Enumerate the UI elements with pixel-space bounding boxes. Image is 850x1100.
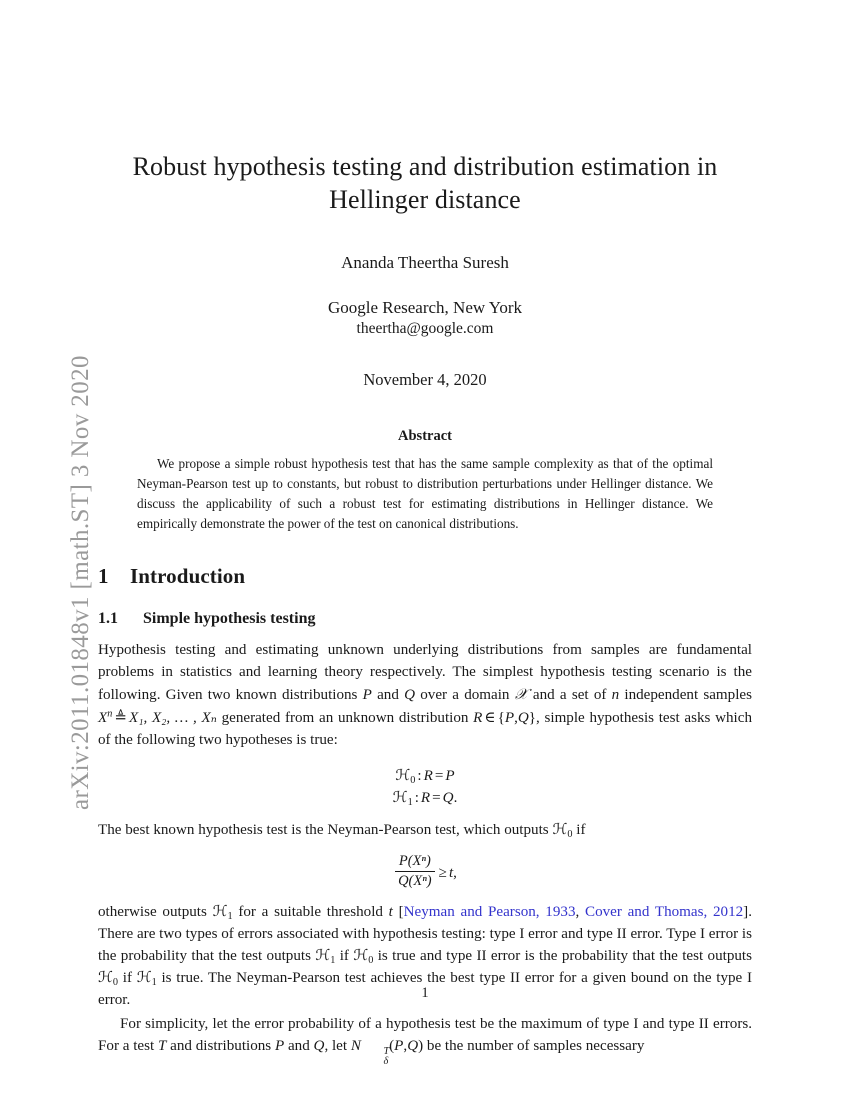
section-heading-introduction [98,564,752,589]
math-t-threshold-inline: t [388,903,393,920]
math-N-scripts: T δ [383,1045,390,1068]
math-comma-eq: , [453,864,457,881]
p3-text-h: is true. The Neyman-Pearson test achieves the best type II error for a given bound on the type I error. [98,969,752,1009]
p3-text-a: otherwise outputs [98,903,213,920]
p1-text-d: and a set of [527,687,612,704]
p4-text-b: and distributions [166,1038,275,1055]
section-number: 1 [98,564,109,589]
math-paren-open: ( [389,1038,395,1055]
subsection-heading-simple-hypothesis-testing [98,610,752,628]
citation-separator: , [575,903,585,920]
math-sample-list: X₁, X₂, … , Xₙ [129,709,217,726]
citation-cover-thomas-2012[interactable]: Cover and Thomas, 2012 [585,903,744,920]
math-R: R [473,709,483,726]
p3-text-c: [ [392,903,404,920]
math-script-H1-inline: ℋ$_1$ [212,903,233,922]
p4-text-e: be the number of samples necessary [423,1038,645,1055]
math-in: ∈ [484,709,496,726]
p4-text-c: and [284,1038,314,1055]
p1-text-e: independent samples [619,687,752,704]
math-R-alt: R [420,790,431,807]
p1-text-f: generated from an unknown distribution [216,709,474,726]
math-script-H0-type2: ℋ$_0$ [98,969,119,988]
math-X-superscript-n: $X^n$ [98,708,113,726]
math-P-null: P [445,767,455,784]
page-title: Robust hypothesis testing and distribution estimation in Hellinger distance [132,152,718,215]
p3-text-b: for a suitable threshold [232,903,389,920]
fraction-likelihood-ratio [395,853,435,890]
math-script-H0-type1: ℋ$_0$ [353,947,374,966]
arxiv-stamp-text: arXiv:2011.01848v1 [math.ST] 3 Nov 2020 [67,355,94,810]
p3-text-e: if [335,947,354,964]
paper-content [98,0,752,1068]
equation-hypothesis-alt [98,787,752,810]
math-period-alt: . [453,790,458,807]
math-P-dist: P [274,1038,285,1055]
paragraph-intro-1 [98,639,752,750]
math-test-T: T [157,1038,167,1055]
math-paren-close: ) [418,1038,424,1055]
equation-hypotheses [98,765,752,810]
author-affiliation: Google Research, New York [327,297,523,317]
publication-date: November 4, 2020 [363,370,487,390]
math-script-H1-type2: ℋ$_1$ [136,969,157,988]
math-P-arg: P [394,1038,404,1055]
page-number: 1 [421,985,429,1001]
math-equals-alt: = [432,790,441,807]
fraction-numerator: P(Xⁿ) [395,853,435,872]
p1-text-a: Hypothesis testing and estimating unknown underlying distributions from samples are fundamental problems in statistics and learning theory respectively. The simplest hypothesis testing scenario is the following. Given two known distributions [98,642,752,704]
abstract-text: We propose a simple robust hypothesis test that has the same sample complexity as that of the optimal Neyman-Pearson test up to constants, but robust to distribution perturbations under Hellinger distance. We discuss the applicability of such a robust test for estimating distributions in Hellinger distance. We empirically demonstrate the power of the test on canonical distributions. [137,456,713,532]
math-script-H0: ℋ$_0$ [395,767,416,786]
p3-text-f: is true and type II error is the probability that the test outputs [373,947,752,964]
author-email: theertha@google.com [356,320,494,338]
math-script-H0-inline: ℋ$_0$ [552,821,573,840]
author-name: Ananda Theertha Suresh [341,252,509,272]
math-Q-arg: Q [407,1038,419,1055]
p2-text-b: if [572,821,586,838]
math-N-delta-T: N T δ (P,Q) [350,1038,424,1068]
equation-likelihood-ratio [98,852,752,892]
math-comma-arg: , [403,1038,408,1055]
p1-text-g: , simple hypothesis test asks which of the following two hypotheses is true: [98,709,752,748]
math-calligraphic-X: 𝒳 [514,685,528,704]
citation-neyman-pearson-1933[interactable]: Neyman and Pearson, 1933 [403,903,576,920]
math-P: P [362,687,372,704]
math-set-Q: Q [517,709,529,726]
math-colon-alt: : [414,790,419,807]
math-set-open: { [497,709,505,726]
math-R-null: R [423,767,433,784]
p4-text-d: , let [324,1038,351,1055]
paragraph-sample-complexity [98,1013,752,1068]
p2-text-a: The best known hypothesis test is the Neyman-Pearson test, which outputs [98,821,553,838]
math-Q-dist: Q [313,1038,325,1055]
p3-text-d: ]. There are two types of errors associated with hypothesis testing: type I error and type II error. Type I error is the probability that the test outputs [98,903,752,964]
section-title: Introduction [130,564,246,589]
p4-text-a: For simplicity, let the error probability of a hypothesis test be the maximum of type I and type II errors. For a test [98,1016,752,1055]
fraction-denominator: Q(Xⁿ) [398,872,432,889]
subsection-number: 1.1 [98,610,118,628]
math-Q: Q [404,687,416,704]
math-threshold-t: t [448,864,454,881]
math-Q-alt: Q [442,790,454,807]
math-set-comma: , [514,709,518,726]
abstract-heading: Abstract [398,428,452,445]
subsection-title: Simple hypothesis testing [143,610,316,628]
paragraph-neyman-pearson [98,819,752,841]
math-triangleq: ≜ [114,709,128,726]
math-set-close: } [528,709,537,726]
math-script-H1-type1: ℋ$_1$ [315,947,336,966]
abstract-block [137,428,713,534]
p3-text-g: if [118,969,137,986]
math-equals-null: = [434,767,444,784]
math-set-P: P [504,709,515,726]
math-colon: : [417,767,422,784]
math-script-H1: ℋ$_1$ [392,790,413,809]
p1-text-c: over a domain [415,687,515,704]
p1-text-b: and [371,687,405,704]
math-n: n [611,687,620,704]
math-geq: ≥ [438,864,447,881]
equation-hypothesis-null [98,765,752,788]
